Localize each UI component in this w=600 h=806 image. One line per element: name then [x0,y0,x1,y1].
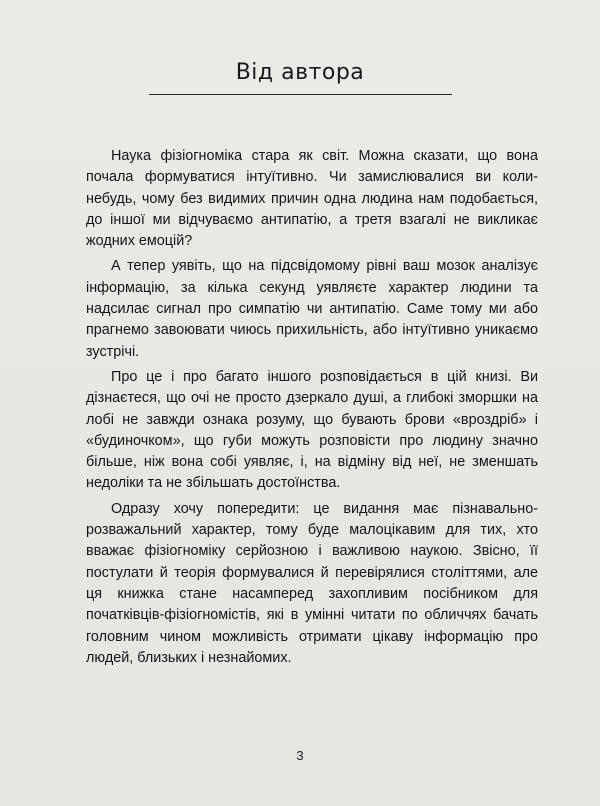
paragraph: Про це і про багато іншого розповідається в цій книзі. Ви дізнаєтеся, що очі не просто дзеркало душі, а глибокі зморшки на лобі не завжди ознака розуму, що бувають брови «вроздріб» і «будиночком», що губи можуть розповісти про людину значно більше, ніж вона собі уявляє, і, на відміну від неї, не зменшать недоліки та не збільшать достоїнства. [86,368,538,492]
heading-underline [149,94,452,95]
chapter-heading: Від автора [235,60,365,85]
body-text [86,146,538,673]
paragraph: Наука фізіогноміка стара як світ. Можна сказати, що вона почала формуватися інтуїтивно. Чи замислювалися ви коли-небудь, чому без видимих причин одна людина нам подобається, до іншої ми відчуваємо антипатію, а третя взагалі не викликає жодних емоцій? [86,148,538,250]
paragraph: Одразу хочу попередити: це видання має пізнавально-розважальний характер, тому буде малоцікавим для тих, хто вважає фізіогноміку серйозною і важливою наукою. Звісно, її постулати й теорія формувалися й перевірялися століттями, але ця книжка стане насамперед захопливим посібником для початківців-фізіогномістів, які в умінні читати по обличчях бачать головним чином можливість отримати цікаву інформацію про людей, близьких і незнайомих. [86,500,538,666]
page-number: 3 [296,748,304,763]
paragraph: А тепер уявіть, що на підсвідомому рівні ваш мозок аналізує інформацію, за кілька секунд уявляєте характер людини та надсилає сигнал про симпатію чи антипатію. Саме тому ми або прагнемо завоювати чиюсь прихильність, або інтуїтивно уникаємо зустрічі. [86,258,538,360]
